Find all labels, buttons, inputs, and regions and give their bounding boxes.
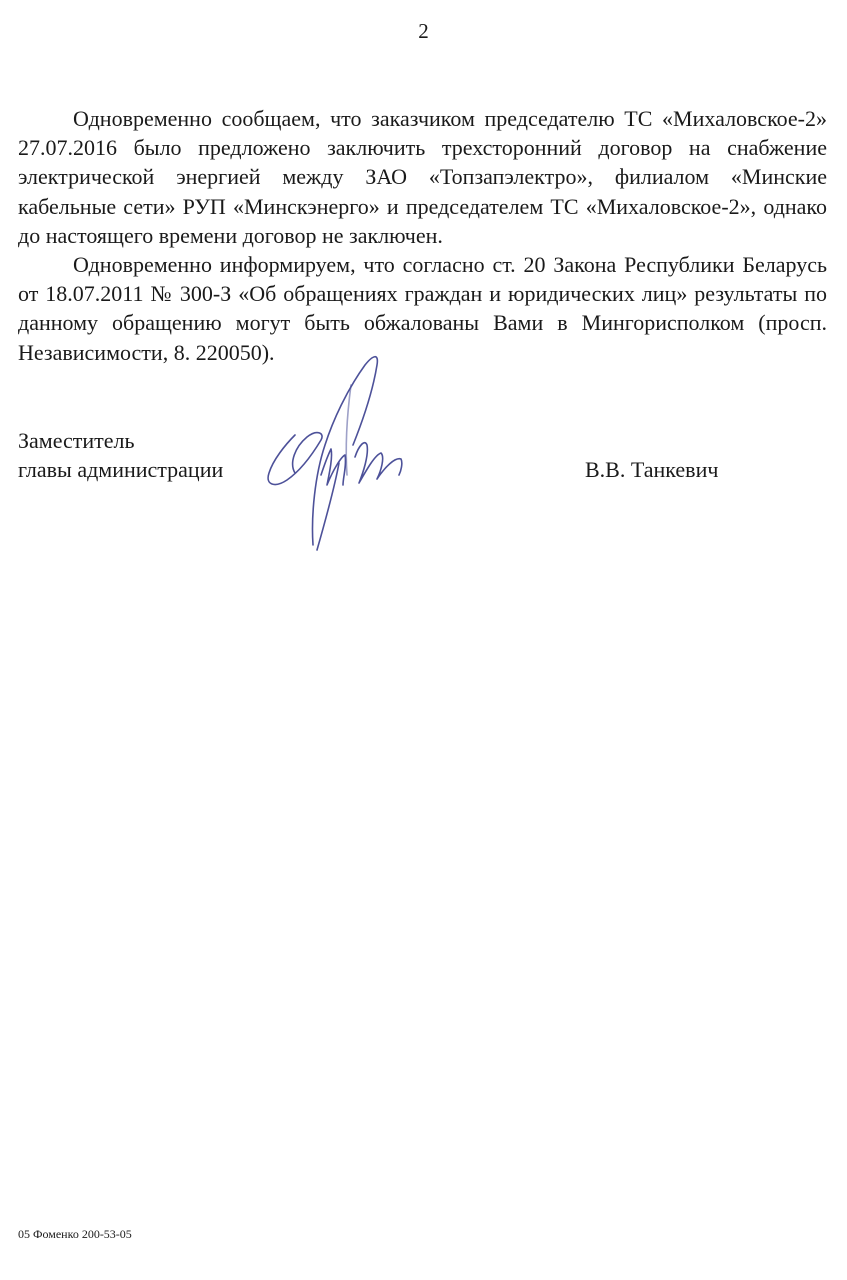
paragraph-appeal-info: Одновременно информируем, что согласно ст. 20 Закона Республики Беларусь от 18.07.2011 № 300-З «Об обращениях граждан и юридических лиц» результаты по данному обращению могут быть обжалованы Вами в Мингорисполком (просп. Независимости, 8. 220050). xyxy=(18,252,827,365)
page-number: 2 xyxy=(418,19,429,43)
letter-body xyxy=(18,104,827,367)
signer-position-line1: Заместитель xyxy=(18,428,135,453)
paragraph-contract-offer: Одновременно сообщаем, что заказчиком председателю ТС «Михаловское-2» 27.07.2016 было предложено заключить трехсторонний договор на снабжение электрической энергией между ЗАО «Топзапэлектро», филиалом «Минские кабельные сети» РУП «Минскэнерго» и председателем ТС «Михаловское-2», однако до настоящего времени договор не заключен. xyxy=(18,106,827,248)
signer-position-line2: главы администрации xyxy=(18,457,224,482)
signer-name: В.В. Танкевич xyxy=(585,457,719,482)
handwritten-signature xyxy=(255,345,435,555)
executor-contact: 05 Фоменко 200-53-05 xyxy=(18,1227,132,1241)
